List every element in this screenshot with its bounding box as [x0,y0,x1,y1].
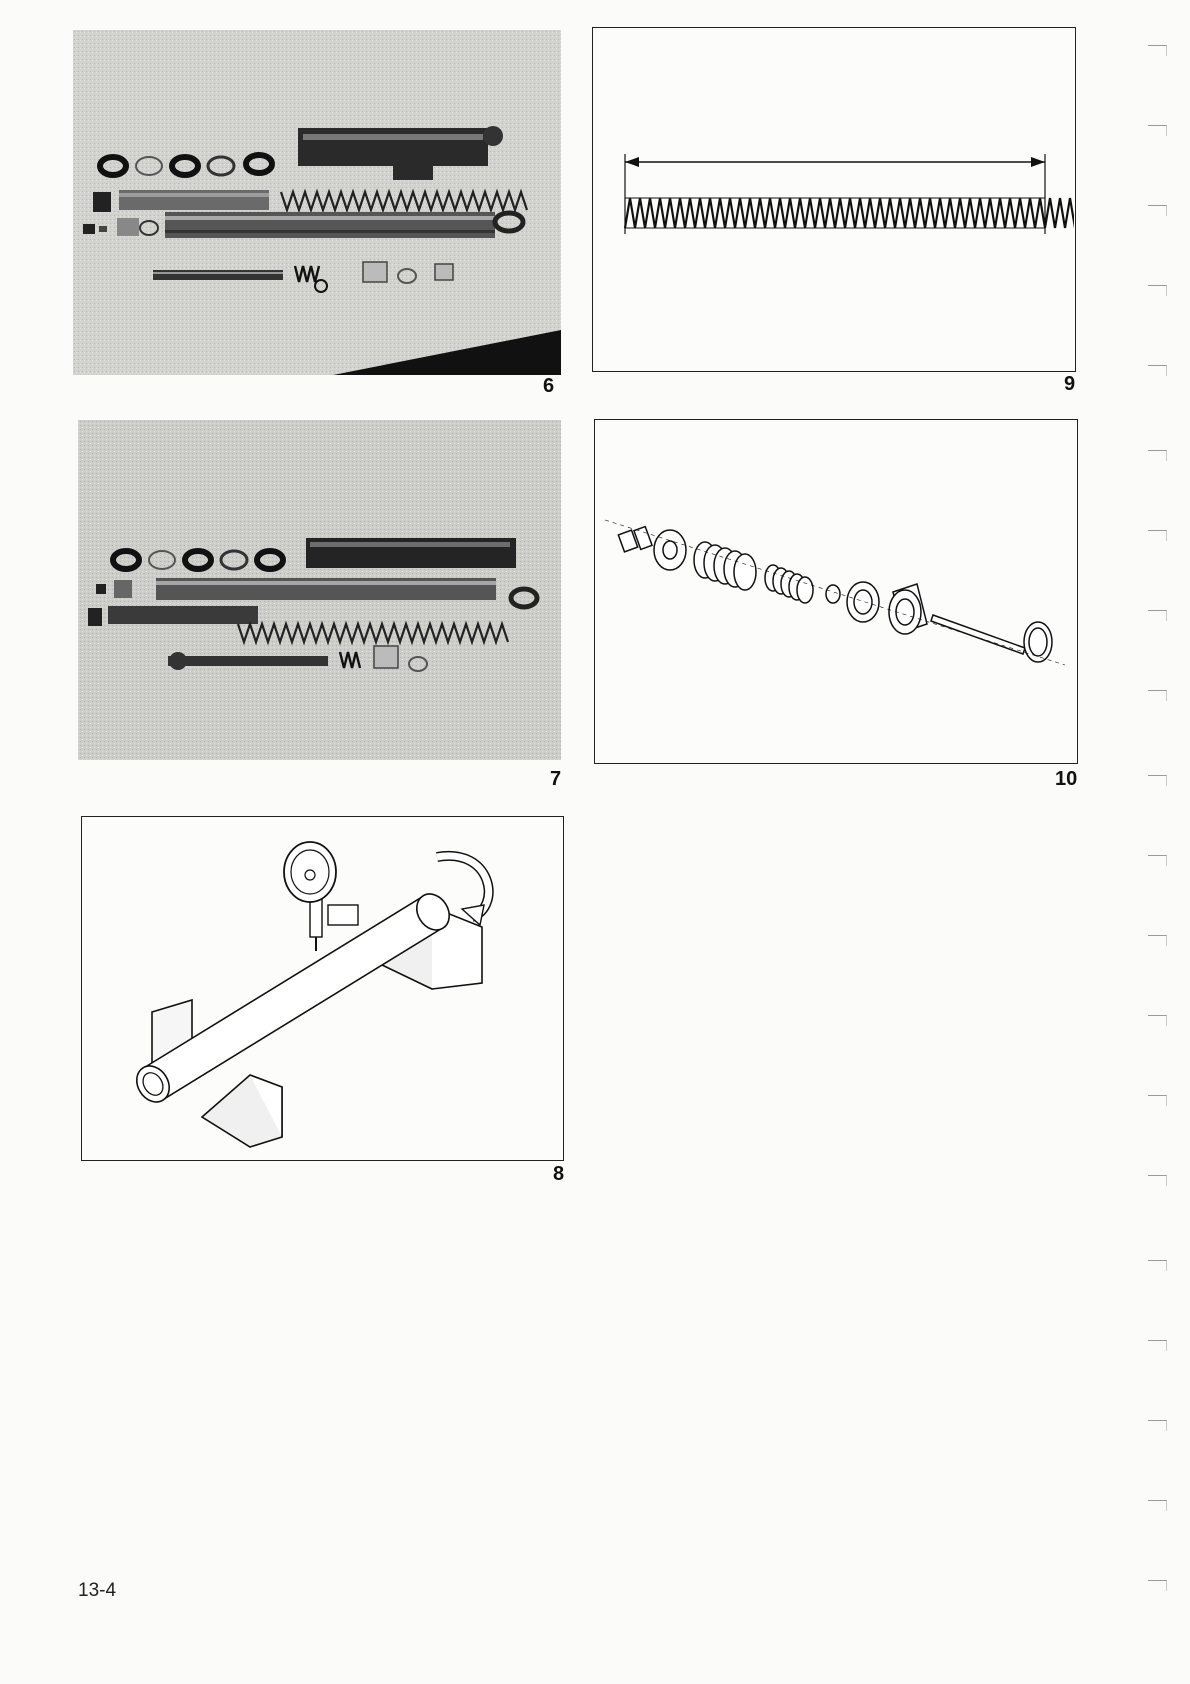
tab-mark [1148,1175,1167,1186]
tab-mark [1148,1095,1167,1106]
tab-mark [1148,45,1167,56]
fork-parts-photo-7 [78,420,561,760]
figure-7-number: 7 [550,768,562,790]
tab-mark [1148,855,1167,866]
tab-mark [1148,1340,1167,1351]
tab-mark [1148,205,1167,216]
fork-parts-photo-6 [73,30,561,375]
figure-8-number: 8 [553,1163,565,1185]
spring-length-illustration [593,28,1074,370]
tab-mark [1148,935,1167,946]
tab-mark [1148,1500,1167,1511]
tab-mark [1148,530,1167,541]
tab-mark [1148,775,1167,786]
tab-mark [1148,1420,1167,1431]
runout-check-illustration [82,817,562,1159]
tab-mark [1148,1580,1167,1591]
tab-mark [1148,125,1167,136]
figure-9-number: 9 [1064,373,1076,395]
tab-mark [1148,610,1167,621]
figure-7-photo [78,420,561,760]
figure-10-drawing [594,419,1078,764]
figure-6-photo [73,30,561,375]
tab-mark [1148,1015,1167,1026]
tab-mark [1148,690,1167,701]
tab-mark [1148,365,1167,376]
figure-10-number: 10 [1055,768,1078,790]
page-number: 13-4 [78,1580,117,1601]
tab-mark [1148,285,1167,296]
figure-8-drawing [81,816,564,1161]
tab-mark [1148,450,1167,461]
figure-9-drawing [592,27,1076,372]
tab-mark [1148,1260,1167,1271]
figure-6-number: 6 [543,375,555,397]
valve-assembly-illustration [595,420,1076,762]
thumb-index-tabs [1148,0,1178,1684]
